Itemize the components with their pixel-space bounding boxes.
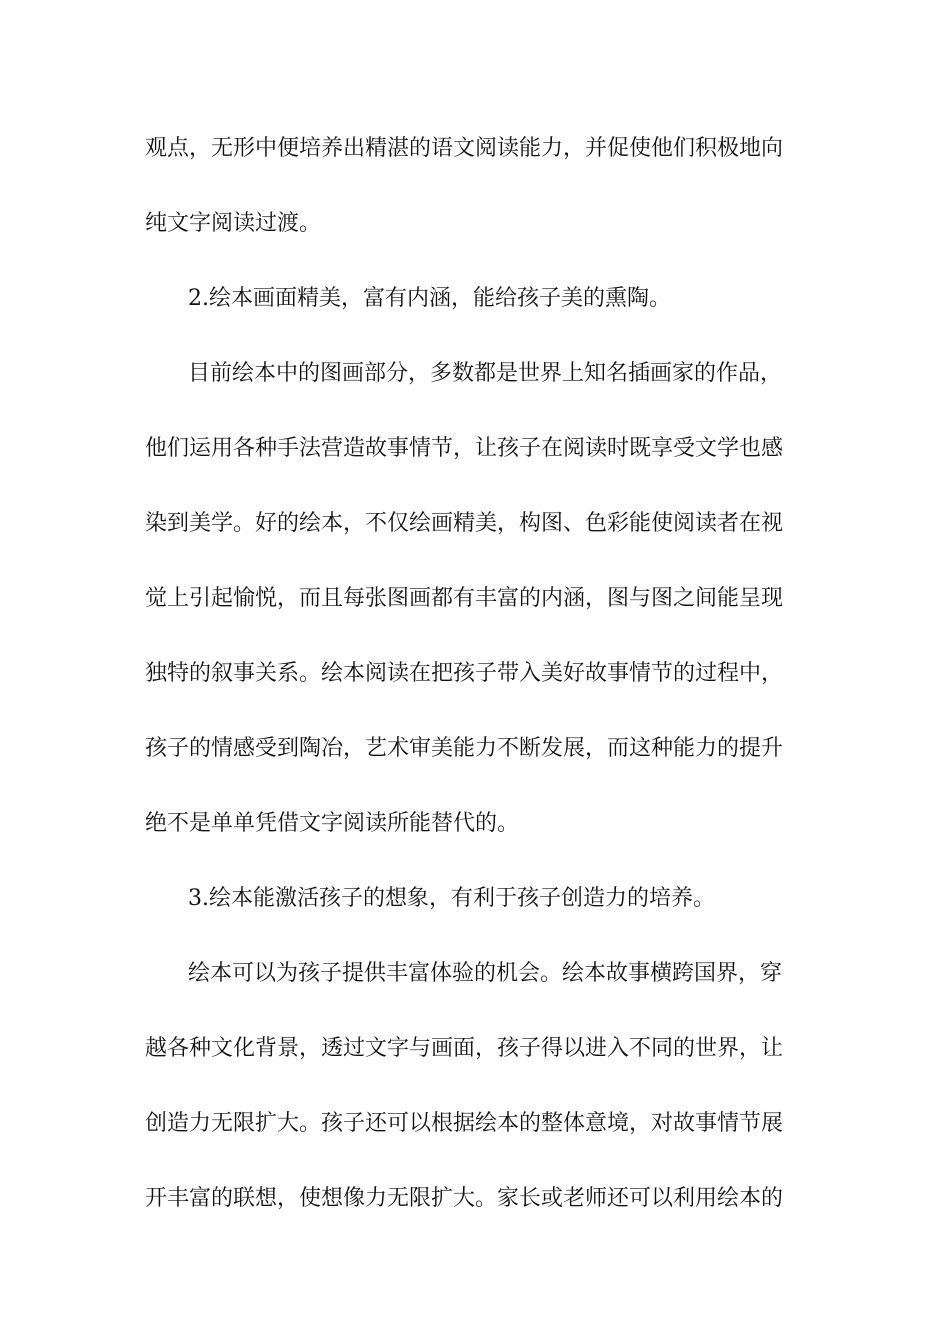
paragraph-line: 创造力无限扩大。孩子还可以根据绘本的整体意境，对故事情节展 bbox=[145, 1111, 784, 1136]
paragraph-line: 绝不是单单凭借文字阅读所能替代的。 bbox=[145, 811, 520, 836]
paragraph-line: 染到美学。好的绘本，不仅绘画精美，构图、色彩能使阅读者在视 bbox=[145, 511, 784, 536]
paragraph-line: 观点，无形中便培养出精湛的语文阅读能力，并促使他们积极地向 bbox=[145, 136, 784, 161]
paragraph-line: 纯文字阅读过渡。 bbox=[145, 211, 322, 236]
section-heading: 3.绘本能激活孩子的想象，有利于孩子创造力的培养。 bbox=[188, 886, 715, 911]
paragraph-line: 开丰富的联想，使想像力无限扩大。家长或老师还可以利用绘本的 bbox=[145, 1186, 784, 1211]
paragraph-line: 他们运用各种手法营造故事情节，让孩子在阅读时既享受文学也感 bbox=[145, 436, 784, 461]
paragraph-line: 觉上引起愉悦，而且每张图画都有丰富的内涵，图与图之间能呈现 bbox=[145, 586, 784, 611]
section-heading: 2.绘本画面精美，富有内涵，能给孩子美的熏陶。 bbox=[188, 286, 671, 311]
paragraph-line: 孩子的情感受到陶冶，艺术审美能力不断发展，而这种能力的提升 bbox=[145, 736, 784, 761]
paragraph-line: 越各种文化背景，透过文字与画面，孩子得以进入不同的世界，让 bbox=[145, 1036, 784, 1061]
paragraph-line: 独特的叙事关系。绘本阅读在把孩子带入美好故事情节的过程中， bbox=[145, 661, 784, 686]
paragraph-line: 绘本可以为孩子提供丰富体验的机会。绘本故事横跨国界，穿 bbox=[188, 961, 783, 986]
paragraph-line: 目前绘本中的图画部分，多数都是世界上知名插画家的作品， bbox=[188, 361, 783, 386]
